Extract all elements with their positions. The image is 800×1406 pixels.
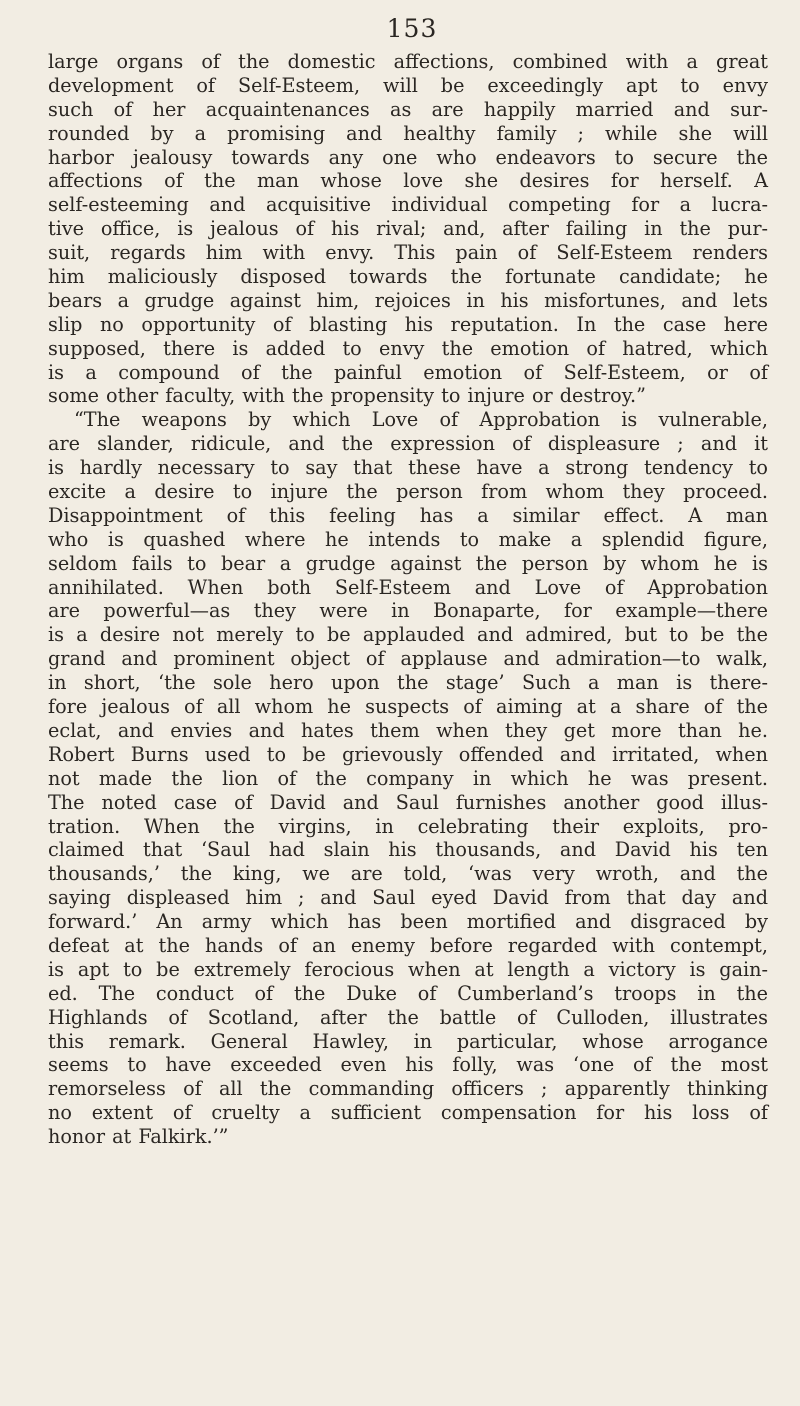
text-line: no extent of cruelty a sufficient compensation for his loss of xyxy=(48,1101,768,1125)
text-line: seldom fails to bear a grudge against the person by whom he is xyxy=(48,551,768,575)
text-line: honor at Falkirk.’” xyxy=(48,1125,229,1149)
text-line: “The weapons by which Love of Approbation is vulnerable, xyxy=(74,408,768,432)
text-line: ed. The conduct of the Duke of Cumberland’s troops in the xyxy=(48,981,768,1005)
text-line: Robert Burns used to be grievously offended and irritated, when xyxy=(48,742,768,766)
text-line: him maliciously disposed towards the fortunate candidate; he xyxy=(48,265,768,289)
text-line: excite a desire to injure the person from whom they proceed. xyxy=(48,480,768,504)
text-line: this remark. General Hawley, in particular, whose arrogance xyxy=(48,1029,768,1053)
body-text xyxy=(48,50,768,1149)
text-line: saying displeased him ; and Saul eyed David from that day and xyxy=(48,886,768,910)
text-line: is apt to be extremely ferocious when at length a victory is gain- xyxy=(48,957,768,981)
text-line: remorseless of all the commanding officers ; apparently thinking xyxy=(48,1077,768,1101)
text-line: forward.’ An army which has been mortified and disgraced by xyxy=(48,910,768,934)
text-line: some other faculty, with the propensity to injure or destroy.” xyxy=(48,384,646,408)
text-line: is hardly necessary to say that these have a strong tendency to xyxy=(48,456,768,480)
text-line: annihilated. When both Self-Esteem and Love of Approbation xyxy=(48,575,768,599)
text-line: claimed that ‘Saul had slain his thousands, and David his ten xyxy=(48,838,768,862)
text-line: are powerful—as they were in Bonaparte, for example—there xyxy=(48,599,768,623)
page-number: 153 xyxy=(386,14,438,43)
text-line: not made the lion of the company in which he was present. xyxy=(48,766,768,790)
text-line: slip no opportunity of blasting his reputation. In the case here xyxy=(48,312,768,336)
text-line: seems to have exceeded even his folly, was ‘one of the most xyxy=(48,1053,768,1077)
text-line: such of her acquaintenances as are happily married and sur- xyxy=(48,97,768,121)
text-line: fore jealous of all whom he suspects of aiming at a share of the xyxy=(48,695,768,719)
text-line: supposed, there is added to envy the emotion of hatred, which xyxy=(48,336,768,360)
text-line: eclat, and envies and hates them when they get more than he. xyxy=(48,718,768,742)
text-line: development of Self-Esteem, will be exceedingly apt to envy xyxy=(48,73,768,97)
text-line: affections of the man whose love she desires for herself. A xyxy=(48,169,768,193)
text-line: defeat at the hands of an enemy before regarded with contempt, xyxy=(48,933,768,957)
text-line: is a compound of the painful emotion of Self-Esteem, or of xyxy=(48,360,768,384)
text-line: large organs of the domestic affections, combined with a great xyxy=(48,50,768,73)
text-line: The noted case of David and Saul furnishes another good illus- xyxy=(48,790,768,814)
text-line: tration. When the virgins, in celebrating their exploits, pro- xyxy=(48,814,768,838)
text-line: Highlands of Scotland, after the battle of Culloden, illustrates xyxy=(48,1005,768,1029)
text-line: Disappointment of this feeling has a similar effect. A man xyxy=(48,503,768,527)
text-line: bears a grudge against him, rejoices in his misfortunes, and lets xyxy=(48,288,768,312)
text-line: suit, regards him with envy. This pain of Self-Esteem renders xyxy=(48,241,768,265)
text-line: grand and prominent object of applause and admiration—to walk, xyxy=(48,647,768,671)
text-line: rounded by a promising and healthy family ; while she will xyxy=(48,121,768,145)
text-line: who is quashed where he intends to make a splendid figure, xyxy=(48,527,768,551)
text-line: harbor jealousy towards any one who endeavors to secure the xyxy=(48,145,768,169)
text-line: are slander, ridicule, and the expression of displeasure ; and it xyxy=(48,432,768,456)
text-line: tive office, is jealous of his rival; and, after failing in the pur- xyxy=(48,217,768,241)
text-line: self-esteeming and acquisitive individual competing for a lucra- xyxy=(48,193,768,217)
text-line: is a desire not merely to be applauded and admired, but to be the xyxy=(48,623,768,647)
text-line: in short, ‘the sole hero upon the stage’ Such a man is there- xyxy=(48,671,768,695)
text-line: thousands,’ the king, we are told, ‘was very wroth, and the xyxy=(48,862,768,886)
